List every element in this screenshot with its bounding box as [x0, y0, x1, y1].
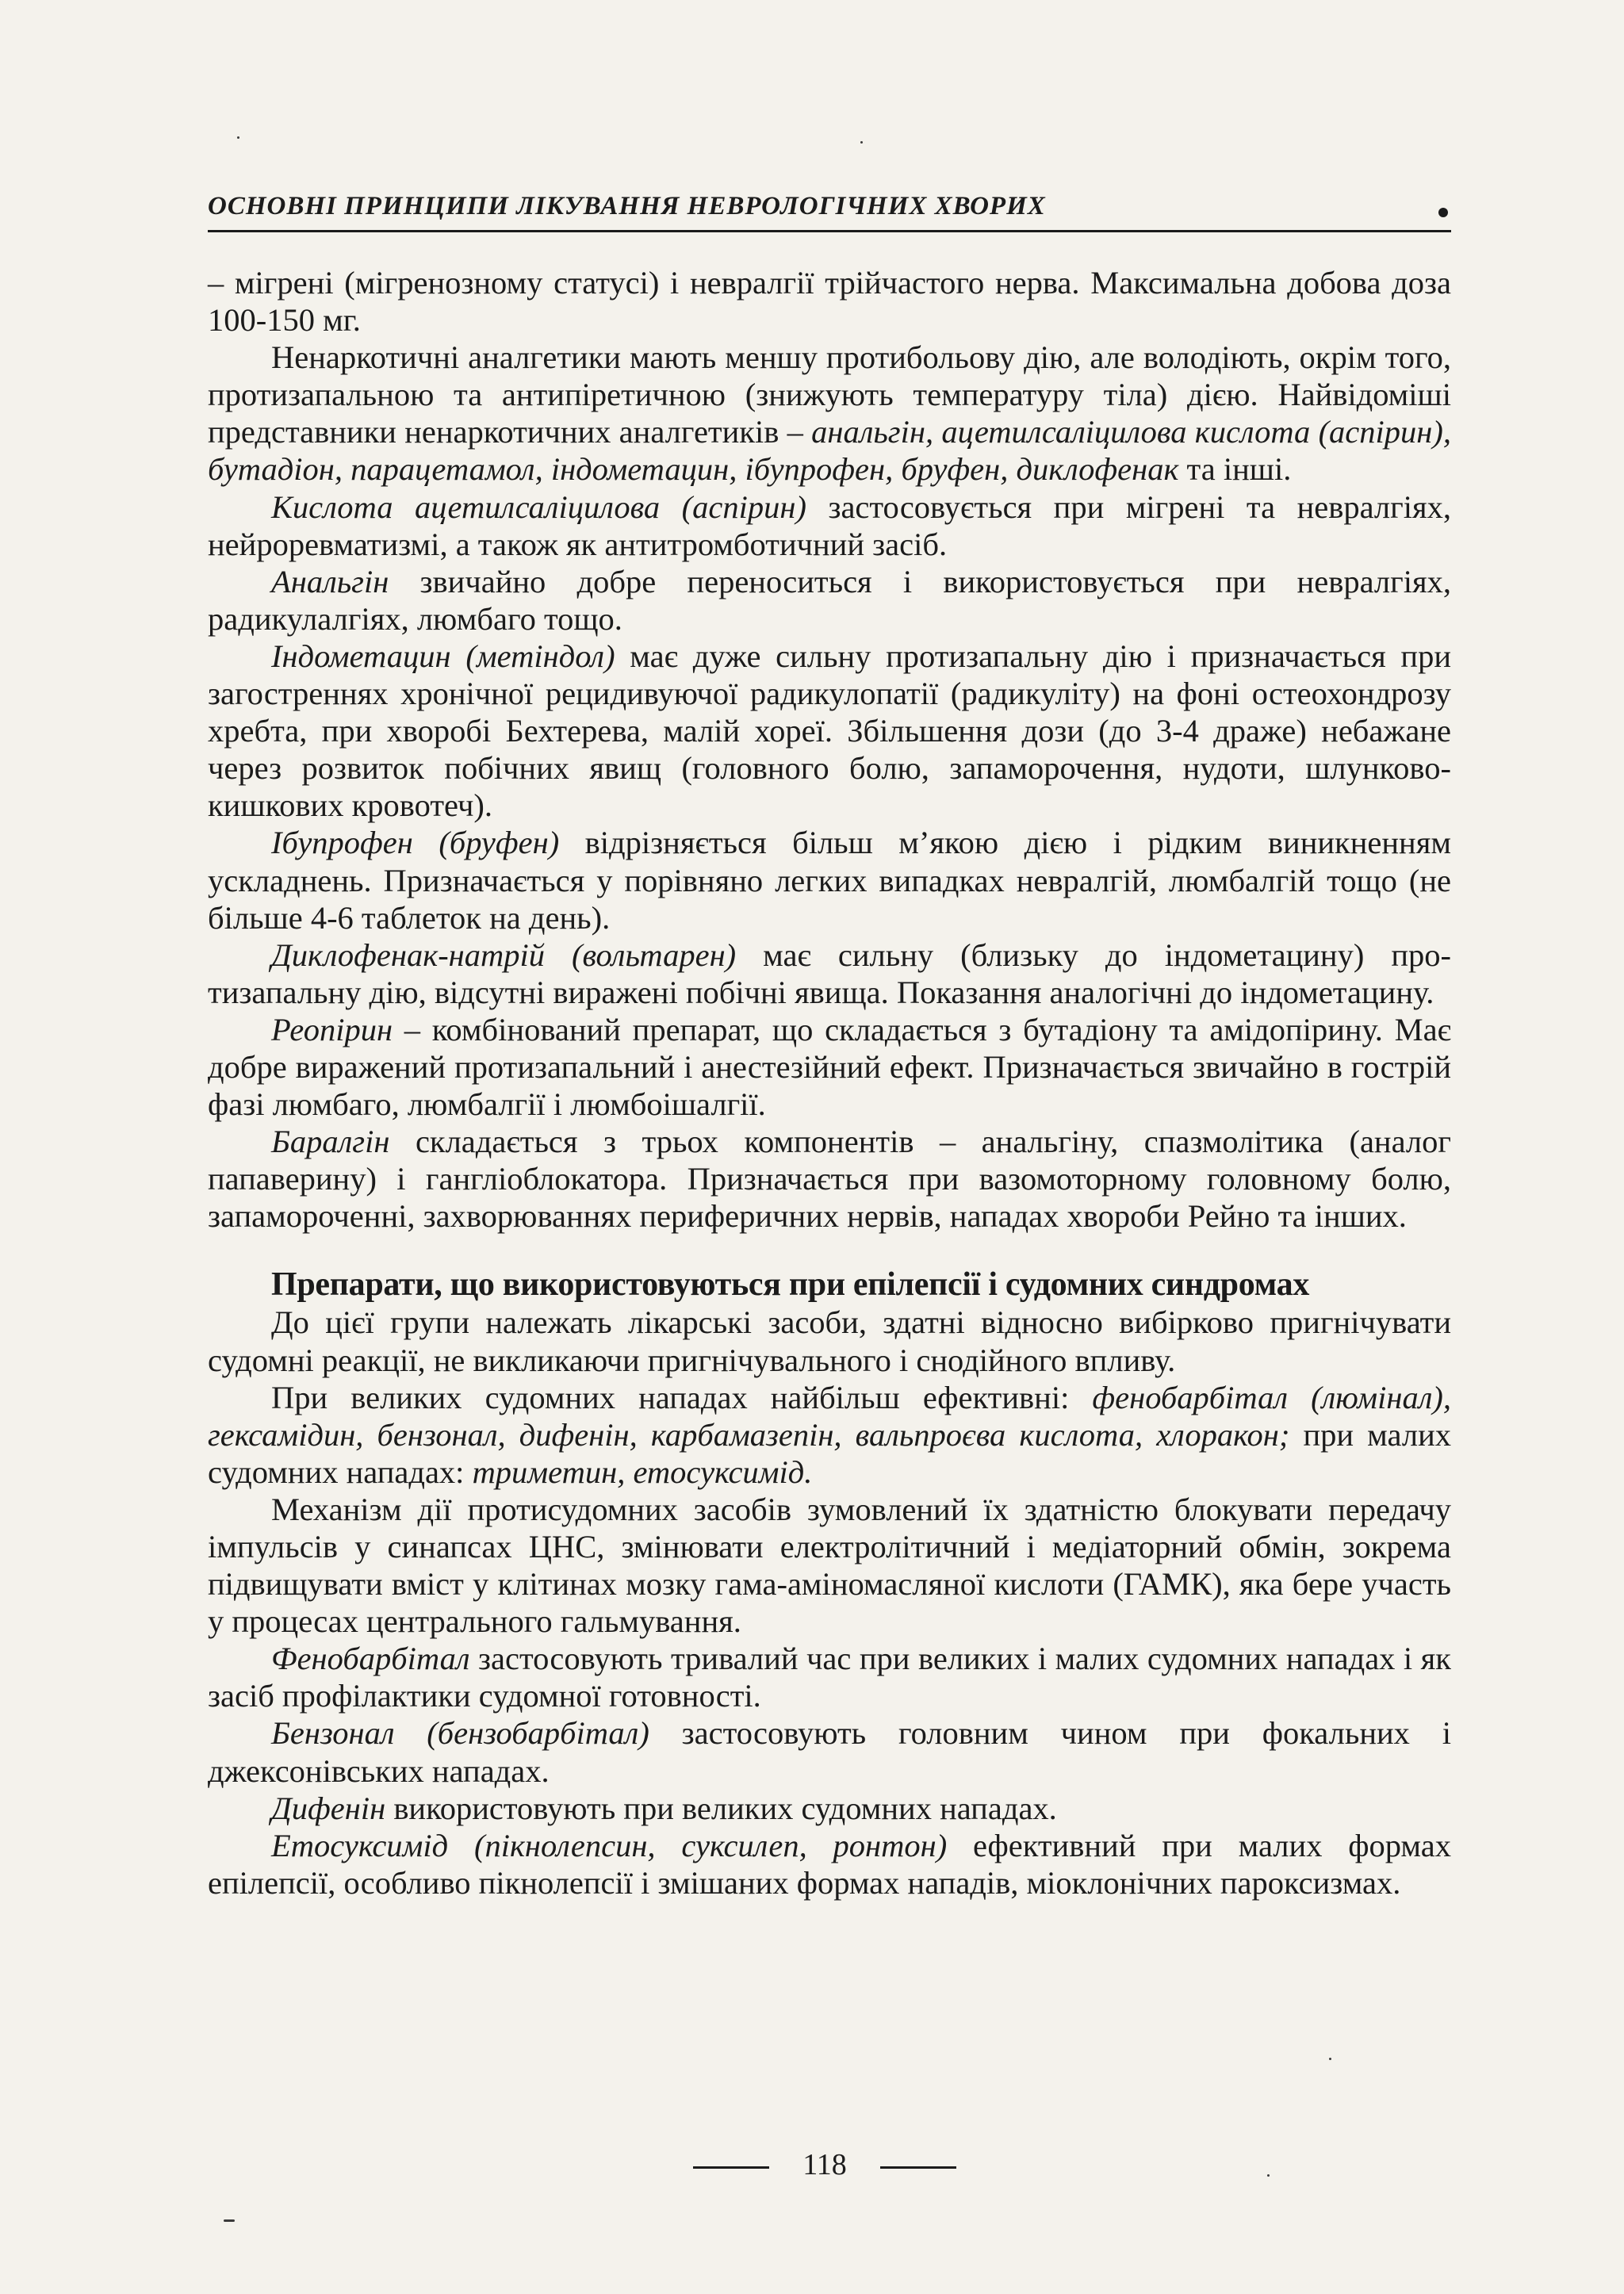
paragraph [208, 1304, 1451, 1378]
text-run: має сильну (близьку до індометацину) протизапальну дію, відсутні виражені побічні явища. Показання аналогічні до індометацину. [208, 936, 1451, 1010]
main-text [208, 264, 1451, 1901]
page-footer [0, 2143, 1624, 2190]
italic-term: Ібупрофен (бруфен) [271, 825, 560, 861]
paragraph [208, 339, 1451, 488]
italic-term: Фенобарбітал [271, 1641, 470, 1677]
text-run: відрізняється більш м’якою дією і рідким виникненням ускладнень. Призначається у порівняно легких випадках невралгій, люмбалгій тощо (не більше 4-6 таблеток на день). [208, 825, 1451, 936]
scan-speck [237, 136, 239, 139]
paragraph [208, 264, 1451, 339]
scan-speck [224, 2219, 235, 2222]
italic-term: Реопірин [271, 1011, 393, 1047]
italic-term: Бензонал (бензобарбітал) [271, 1715, 649, 1752]
text-run: звичайно добре переноситься і використовується при невралгіях, радикулалгіях, люмбаго тощо. [208, 563, 1451, 637]
text-run: – мігрені (мігренозному статусі) і невралгії трійчастого нерва. Максимальна добова доза 100-150 мг. [208, 265, 1451, 339]
italic-term: триметин, етосуксимід. [472, 1453, 813, 1490]
paragraph [208, 1491, 1451, 1640]
italic-term: Дифенін [271, 1790, 386, 1826]
text-run: Механізм дії протисудомних засобів зумовлений їх здатністю блокувати передачу імпульсів у синапсах ЦНС, змінювати електролітичний і медіаторний обмін, зокрема підвищувати вміст у клітинах мозку гама-аміномасляної кислоти (ГАМК), яка бере участь у процесах центрального гальмування. [208, 1491, 1451, 1640]
text-run: застосовують головним чином при фокальних і джексонівських нападах. [208, 1715, 1451, 1789]
page-number: 118 [802, 2148, 847, 2181]
italic-term: Баралгін [271, 1124, 390, 1160]
text-run: Ненаркотичні аналгетики мають меншу протибольову дію, але володіють, окрім того, протизапальною та антипіретичною (знижують температуру тіла) дією. Найвідоміші представники ненаркотичних аналгетиків – [208, 339, 1451, 450]
paragraph [208, 1123, 1451, 1235]
italic-term: Диклофенак-натрій (вольтарен) [271, 936, 737, 973]
text-run: має дуже сильну протизапальну дію і призначається при загостреннях хронічної рецидивуючої радикулопатії (радикуліту) на фоні остеохондрозу хребта, при хворобі Бехтерева, малій хореї. Збільшення дози (до 3-4 драже) небажане через розвиток побічних явищ (головного болю, запаморочення, нудоти, шлунково-кишкових кровотеч). [208, 638, 1451, 824]
text-run: застосовують тривалий час при великих і малих судомних нападах і як засіб профілактики судомної готовності. [208, 1641, 1451, 1714]
italic-term: анальгін, ацетилсаліцилова кислота (аспірин), бутадіон, парацетамол, індометацин, ібупрофен, бруфен, диклофенак [208, 414, 1451, 488]
paragraph [208, 1640, 1451, 1714]
paragraph [208, 1379, 1451, 1491]
running-header [208, 190, 1451, 232]
footer-rule [880, 2166, 956, 2169]
text-run: застосовується при мігрені та невралгіях, нейроревматизмі, а також як антитромботичний засіб. [208, 488, 1451, 562]
paragraph [208, 563, 1451, 638]
italic-term: Кислота ацетилсаліцилова (аспірин) [271, 488, 806, 525]
paragraph [208, 488, 1451, 563]
bullet-icon [1438, 208, 1448, 217]
text-run: використовують при великих судомних нападах. [385, 1790, 1057, 1826]
paragraph [208, 1714, 1451, 1789]
italic-term: Індометацин (метіндол) [271, 638, 615, 674]
text-run: складається з трьох компонентів – анальгіну, спазмолітика (аналог папаверину) і гангліоблокатора. Призначається при вазомоторному головному болю, запамороченні, захворюваннях периферичних нервів, нападах хвороби Рейно та інших. [208, 1124, 1451, 1235]
paragraph [208, 638, 1451, 824]
paragraph [208, 824, 1451, 936]
scan-speck [1267, 2174, 1270, 2177]
text-run: ефективний при малих формах епілепсії, особливо пікнолепсії і змішаних формах нападів, міоклонічних пароксизмах. [208, 1827, 1451, 1901]
paragraph [208, 1011, 1451, 1123]
footer-rule [693, 2166, 769, 2169]
paragraph [208, 1827, 1451, 1901]
running-title: ОСНОВНІ ПРИНЦИПИ ЛІКУВАННЯ НЕВРОЛОГІЧНИХ ХВОРИХ [208, 192, 1046, 220]
text-run: при малих судомних нападах: [208, 1416, 1451, 1490]
text-run: При великих судомних нападах найбільш ефективні: [271, 1379, 1093, 1415]
section-heading: Препарати, що використовуються при епілепсії і судомних синдромах [271, 1266, 1310, 1304]
italic-term: Етосуксимід (пікнолепсин, суксилеп, ронтон) [271, 1827, 948, 1863]
paragraph [208, 936, 1451, 1011]
paragraph [208, 1790, 1451, 1827]
italic-term: фенобарбітал (люмінал), гексамідин, бензонал, дифенін, карбамазепін, вальпроєва кислота, хлоракон; [208, 1379, 1451, 1453]
scan-speck [860, 141, 863, 144]
italic-term: Анальгін [271, 563, 389, 599]
text-run: – комбінований препарат, що складається з бутадіону та амідопірину. Має добре виражений протизапальний і анестезійний ефект. Призначається звичайно в гострій фазі люмбаго, люмбалгії і люмбоішалгії. [208, 1011, 1451, 1123]
text-run: До цієї групи належать лікарські засоби, здатні відносно вибірково пригнічувати судомні реакції, не викликаючи пригнічувального і снодійного впливу. [208, 1304, 1451, 1378]
text-run: та інші. [1178, 451, 1292, 488]
scan-speck [1329, 2058, 1331, 2060]
